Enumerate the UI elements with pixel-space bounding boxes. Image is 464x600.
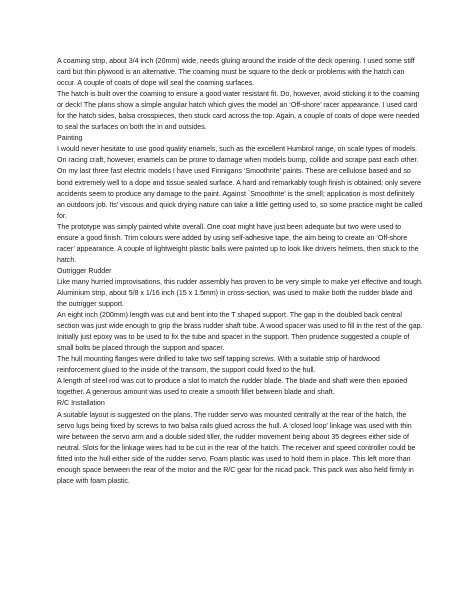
- heading-painting: Painting: [57, 134, 83, 143]
- paragraph-t-support: An eight inch (200mm) length was cut and bent into the T shaped support. The gap in the doubled back central section was just wide enough to grip the brass rudder shaft tube. A wood spacer was used to fill in the rest of the gap. Initially just epoxy was to be used to fix the tube and spacer in the support. Then prudence suggested a couple of small bolts be placed through the support and spacer.: [57, 311, 423, 353]
- paragraph-mounting-flanges: The hull mounting flanges were drilled to take two self tapping screws. With a suitable strip of hardwood reinforcement glued to the inside of the transom, the support could fixed to the hull.: [57, 355, 380, 375]
- paragraph-improvisations: Like many hurried improvisations, this rudder assembly has proven to be very simple to make yet effective and tough.: [57, 277, 423, 286]
- paragraph-prototype-paint: The prototype was simply painted white overall. One coat might have just been adequate but two were used to ensure a good finish. Trim colours were added by using self-adhesive tape, the aim being to create an ‘Off-shore racer’ appearance. A couple of lightweight plastic balls were painted up to look like drivers helmets, then stuck to the hatch.: [57, 222, 419, 264]
- paragraph-steel-rod: A length of steel rod was cut to produce a slot to match the rudder blade. The blade and shaft were then epoxied together. A generous amount was used to create a smooth fillet between blade and shaft.: [57, 377, 408, 397]
- heading-rc-installation: R/C Installation: [57, 399, 105, 408]
- paragraph-enamels: I would never hesitate to use good quality enamels, such as the excellent Humbrol range, on scale types of models. On racing craft, however, enamels can be prone to damage when models bump, collide and scrape past each other. On my last three fast electric models I have used Finnigans ‘Smoothrite’ paints. These are cellulose based and so bond extremely well to a dope and tissue sealed surface. A hard and remarkably tough finish is obtained; only severe accidents seem to produce any damage to the paint. Against `Smoothrite' is the smell; application is most definitely an outdoors job. Its’ viscous and quick drying nature can take a little getting used to, so some practice might be called for.: [57, 145, 423, 220]
- heading-outrigger-rudder: Outrigger Rudder: [57, 266, 112, 275]
- paragraph-layout: A suitable layout is suggested on the plans. The rudder servo was mounted centrally at the rear of the hatch, the servo lugs being fixed by screws to two balsa rails glued across the hull. A ‘closed loop' linkage was used with thin wire between the servo arm and a double sided tiller, the rudder movement being about 35 degrees either side of neutral. Slots for the linkage wires had to be cut in the rear of the hatch. The receiver and speed controller could be fitted into the hull either side of the rudder servo. Foam plastic was used to hold them in place. This left more than enough space between the rear of the motor and the R/C gear for the nicad pack. This pack was also held firmly in place with foam plastic.: [57, 410, 416, 485]
- paragraph-hatch: The hatch is built over the coaming to ensure a good water resistant fit. Do, however, avoid sticking it to the coaming or deck! The plans show a simple angular hatch which gives the model an ‘Off-shore’ racer appearance. I used card for the hatch sides, balsa crosspieces, then stuck card across the top. Again, a couple of coats of dope were needed to seal the surfaces on both the in and outsides.: [57, 90, 420, 132]
- document-body: [57, 56, 423, 487]
- paragraph-coaming: A coaming strip, about 3/4 inch (20mm) wide, needs gluing around the inside of the deck opening. I used some stiff card but thin plywood is an alternative. The coaming must be square to the deck or problems with the hatch can occur. A couple of coats of dope will seal the coaming surfaces.: [57, 57, 415, 88]
- paragraph-aluminium-strip: Aluminium strip, about 5/8 x 1/16 inch (15 x 1.5mm) in cross-section, was used to make both the rudder blade and the outrigger support.: [57, 288, 413, 309]
